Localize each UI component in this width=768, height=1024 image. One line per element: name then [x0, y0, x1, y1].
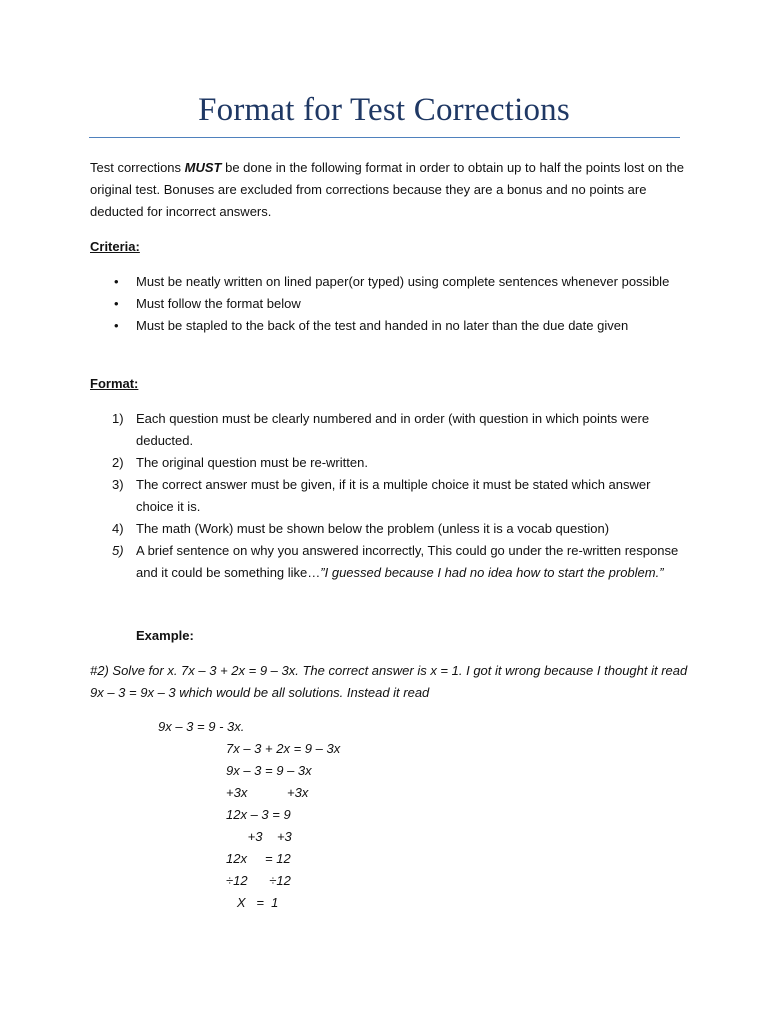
format-heading: Format:: [90, 376, 139, 391]
work-line: +3 +3: [226, 829, 292, 844]
criteria-item: • Must be stapled to the back of the test and handed in no later than the due date given: [90, 315, 690, 337]
bullet-icon: •: [114, 318, 119, 333]
format-item: 2) The original question must be re-written.: [112, 455, 368, 470]
bullet-icon: •: [114, 296, 119, 311]
criteria-item: • Must follow the format below: [90, 293, 690, 315]
criteria-heading: Criteria:: [90, 239, 140, 254]
work-line: +3x +3x: [226, 785, 309, 800]
work-line: 12x = 12: [226, 851, 291, 866]
example-text: #2) Solve for x. 7x – 3 + 2x = 9 – 3x. The correct answer is x = 1. I got it wrong because I thought it read 9x – 3 = 9x – 3 which would be all solutions. Instead it read: [90, 663, 688, 700]
page-title: Format for Test Corrections: [198, 92, 570, 128]
intro-emphasis: MUST: [184, 160, 222, 175]
work-line: 9x – 3 = 9 – 3x: [226, 763, 312, 778]
work-line: 7x – 3 + 2x = 9 – 3x: [226, 741, 341, 756]
title-underline: [89, 137, 680, 138]
work-line: 12x – 3 = 9: [226, 807, 291, 822]
work-line: 9x – 3 = 9 - 3x.: [158, 719, 245, 734]
work-line: ÷12 ÷12: [226, 873, 291, 888]
format-item: 4) The math (Work) must be shown below the problem (unless it is a vocab question): [112, 521, 610, 536]
format-item: 5) A brief sentence on why you answered incorrectly, This could go under the re-written response and it could be something like…”I guessed because I had no idea how to start the problem.”: [112, 543, 679, 580]
intro-paragraph: [90, 157, 690, 223]
criteria-list: [90, 271, 690, 337]
example-heading: Example:: [136, 628, 194, 643]
intro-text-end: be done in the following format in order to obtain up to half the points lost on the original test. Bonuses are excluded from corrections because they are a bonus and no points are deducted for incorrect answers.: [90, 160, 685, 219]
bullet-icon: •: [114, 274, 119, 289]
format-list: [90, 408, 690, 584]
work-line: X = 1: [226, 895, 279, 910]
criteria-item: • Must be neatly written on lined paper(or typed) using complete sentences whenever possible: [90, 271, 690, 293]
intro-text-start: Test corrections: [90, 160, 185, 175]
format-item: 1) Each question must be clearly numbered and in order (with question in which points were deducted.: [112, 411, 650, 448]
example-quote: ”I guessed because I had no idea how to start the problem.”: [320, 565, 664, 580]
format-item: 3) The correct answer must be given, if it is a multiple choice it must be stated which answer choice it is.: [112, 477, 651, 514]
